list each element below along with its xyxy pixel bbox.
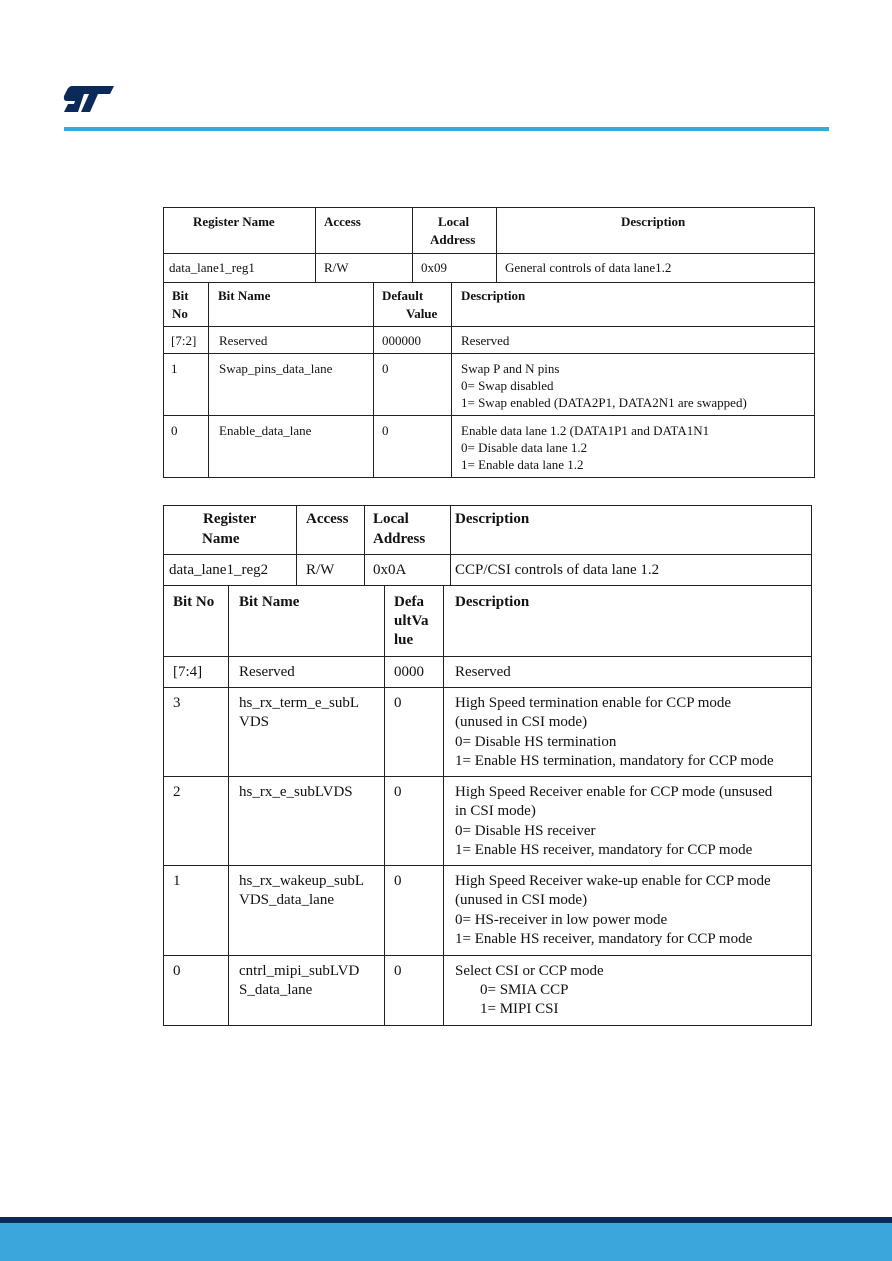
bit-header-row <box>163 282 815 326</box>
bit-description: 1= Enable data lane 1.2 <box>461 457 584 472</box>
bit-default: 0 <box>394 695 402 711</box>
bit-no: [7:4] <box>173 664 203 680</box>
bit-name: Reserved <box>219 333 268 348</box>
register-name: data_lane1_reg1 <box>169 260 255 275</box>
table-row <box>163 326 815 353</box>
bit-no: 1 <box>171 361 178 376</box>
header-bit-no: No <box>172 306 188 321</box>
header-default-value: Defa <box>394 594 424 610</box>
bit-description: Reserved <box>461 333 510 348</box>
bit-description: Select CSI or CCP mode <box>455 963 604 979</box>
register-name: data_lane1_reg2 <box>169 562 269 578</box>
bit-name: hs_rx_term_e_subL <box>239 695 359 711</box>
bit-description: 1= MIPI CSI <box>480 1001 559 1017</box>
table-row <box>163 656 812 687</box>
bit-description: 0= Disable data lane 1.2 <box>461 440 588 455</box>
header-register-name: Register Name <box>193 214 275 229</box>
header-local-address: Local <box>373 511 409 527</box>
header-default-value: Default <box>382 288 424 303</box>
bit-name: hs_rx_e_subLVDS <box>239 784 353 800</box>
bit-description: 0= HS-receiver in low power mode <box>455 912 668 928</box>
table-row <box>163 687 812 776</box>
bit-description: High Speed Receiver enable for CCP mode (unsused <box>455 784 773 800</box>
register-description: CCP/CSI controls of data lane 1.2 <box>455 562 660 578</box>
bit-no: 3 <box>173 695 181 711</box>
bit-description: in CSI mode) <box>455 803 536 819</box>
bit-default: 0 <box>382 361 389 376</box>
header-local-address: Local <box>438 214 470 229</box>
st-logo <box>62 84 116 114</box>
bit-description: 0= Disable HS termination <box>455 734 617 750</box>
bit-name: S_data_lane <box>239 982 313 998</box>
table-row <box>163 865 812 955</box>
bit-description: 1= Enable HS receiver, mandatory for CCP mode <box>455 931 753 947</box>
bit-description: Enable data lane 1.2 (DATA1P1 and DATA1N1 <box>461 423 710 438</box>
table-row <box>163 415 815 478</box>
register-access: R/W <box>306 562 335 578</box>
header-bit-description: Description <box>461 288 526 303</box>
header-default-value: lue <box>394 632 414 648</box>
bit-description: Swap P and N pins <box>461 361 560 376</box>
table-row <box>163 955 812 1026</box>
header-local-address: Address <box>430 232 476 247</box>
bit-description: 0= Disable HS receiver <box>455 823 596 839</box>
bit-default: 0 <box>394 784 402 800</box>
header-local-address: Address <box>373 531 426 547</box>
reg-info-row <box>163 554 812 585</box>
bit-default: 0000 <box>394 664 424 680</box>
register-access: R/W <box>324 260 349 275</box>
bit-name: VDS_data_lane <box>239 892 334 908</box>
header-description: Description <box>621 214 686 229</box>
header-default-value: ultVa <box>394 613 429 629</box>
header-rule <box>64 127 829 131</box>
bit-description: High Speed termination enable for CCP mode <box>455 695 732 711</box>
reg-info-row <box>163 253 815 282</box>
register-address: 0x09 <box>421 260 447 275</box>
register-description: General controls of data lane1.2 <box>505 260 672 275</box>
header-bit-description: Description <box>455 594 530 610</box>
bit-name: Enable_data_lane <box>219 423 312 438</box>
header-bit-no: Bit No <box>173 594 215 610</box>
bit-description: 1= Enable HS receiver, mandatory for CCP mode <box>455 842 753 858</box>
bit-no: 2 <box>173 784 181 800</box>
bit-default: 0 <box>382 423 389 438</box>
header-description: Description <box>455 511 530 527</box>
register-address: 0x0A <box>373 562 407 578</box>
bit-description: (unused in CSI mode) <box>455 714 588 730</box>
header-bit-name: Bit Name <box>218 288 271 303</box>
bit-name: Reserved <box>239 664 295 680</box>
reg-header-row <box>163 207 815 253</box>
bit-name: hs_rx_wakeup_subL <box>239 873 364 889</box>
bit-description: Reserved <box>455 664 511 680</box>
bit-description: 1= Enable HS termination, mandatory for CCP mode <box>455 753 774 769</box>
bit-name: cntrl_mipi_subLVD <box>239 963 360 979</box>
table-row <box>163 776 812 865</box>
header-access: Access <box>306 511 349 527</box>
bit-name: VDS <box>239 714 270 730</box>
bit-no: 0 <box>173 963 181 979</box>
bit-description: (unused in CSI mode) <box>455 892 588 908</box>
reg-header-row <box>163 505 812 554</box>
bit-default: 000000 <box>382 333 421 348</box>
header-register-name: Name <box>202 531 240 547</box>
bit-no: 0 <box>171 423 178 438</box>
header-register-name: Register <box>203 511 257 527</box>
header-bit-no: Bit <box>172 288 189 303</box>
bit-header-row <box>163 585 812 656</box>
bit-no: 1 <box>173 873 181 889</box>
footer-band <box>0 1223 892 1261</box>
header-default-value: Value <box>406 306 438 321</box>
header-access: Access <box>324 214 361 229</box>
bit-description: High Speed Receiver wake-up enable for CCP mode <box>455 873 771 889</box>
bit-default: 0 <box>394 873 402 889</box>
bit-name: Swap_pins_data_lane <box>219 361 333 376</box>
bit-default: 0 <box>394 963 402 979</box>
table-row <box>163 353 815 415</box>
register-table-data-lane1-reg1 <box>163 207 815 478</box>
header-bit-name: Bit Name <box>239 594 300 610</box>
register-table-data-lane1-reg2 <box>163 505 812 1026</box>
bit-description: 1= Swap enabled (DATA2P1, DATA2N1 are swapped) <box>461 395 747 410</box>
bit-description: 0= Swap disabled <box>461 378 554 393</box>
bit-description: 0= SMIA CCP <box>480 982 569 998</box>
bit-no: [7:2] <box>171 333 197 348</box>
